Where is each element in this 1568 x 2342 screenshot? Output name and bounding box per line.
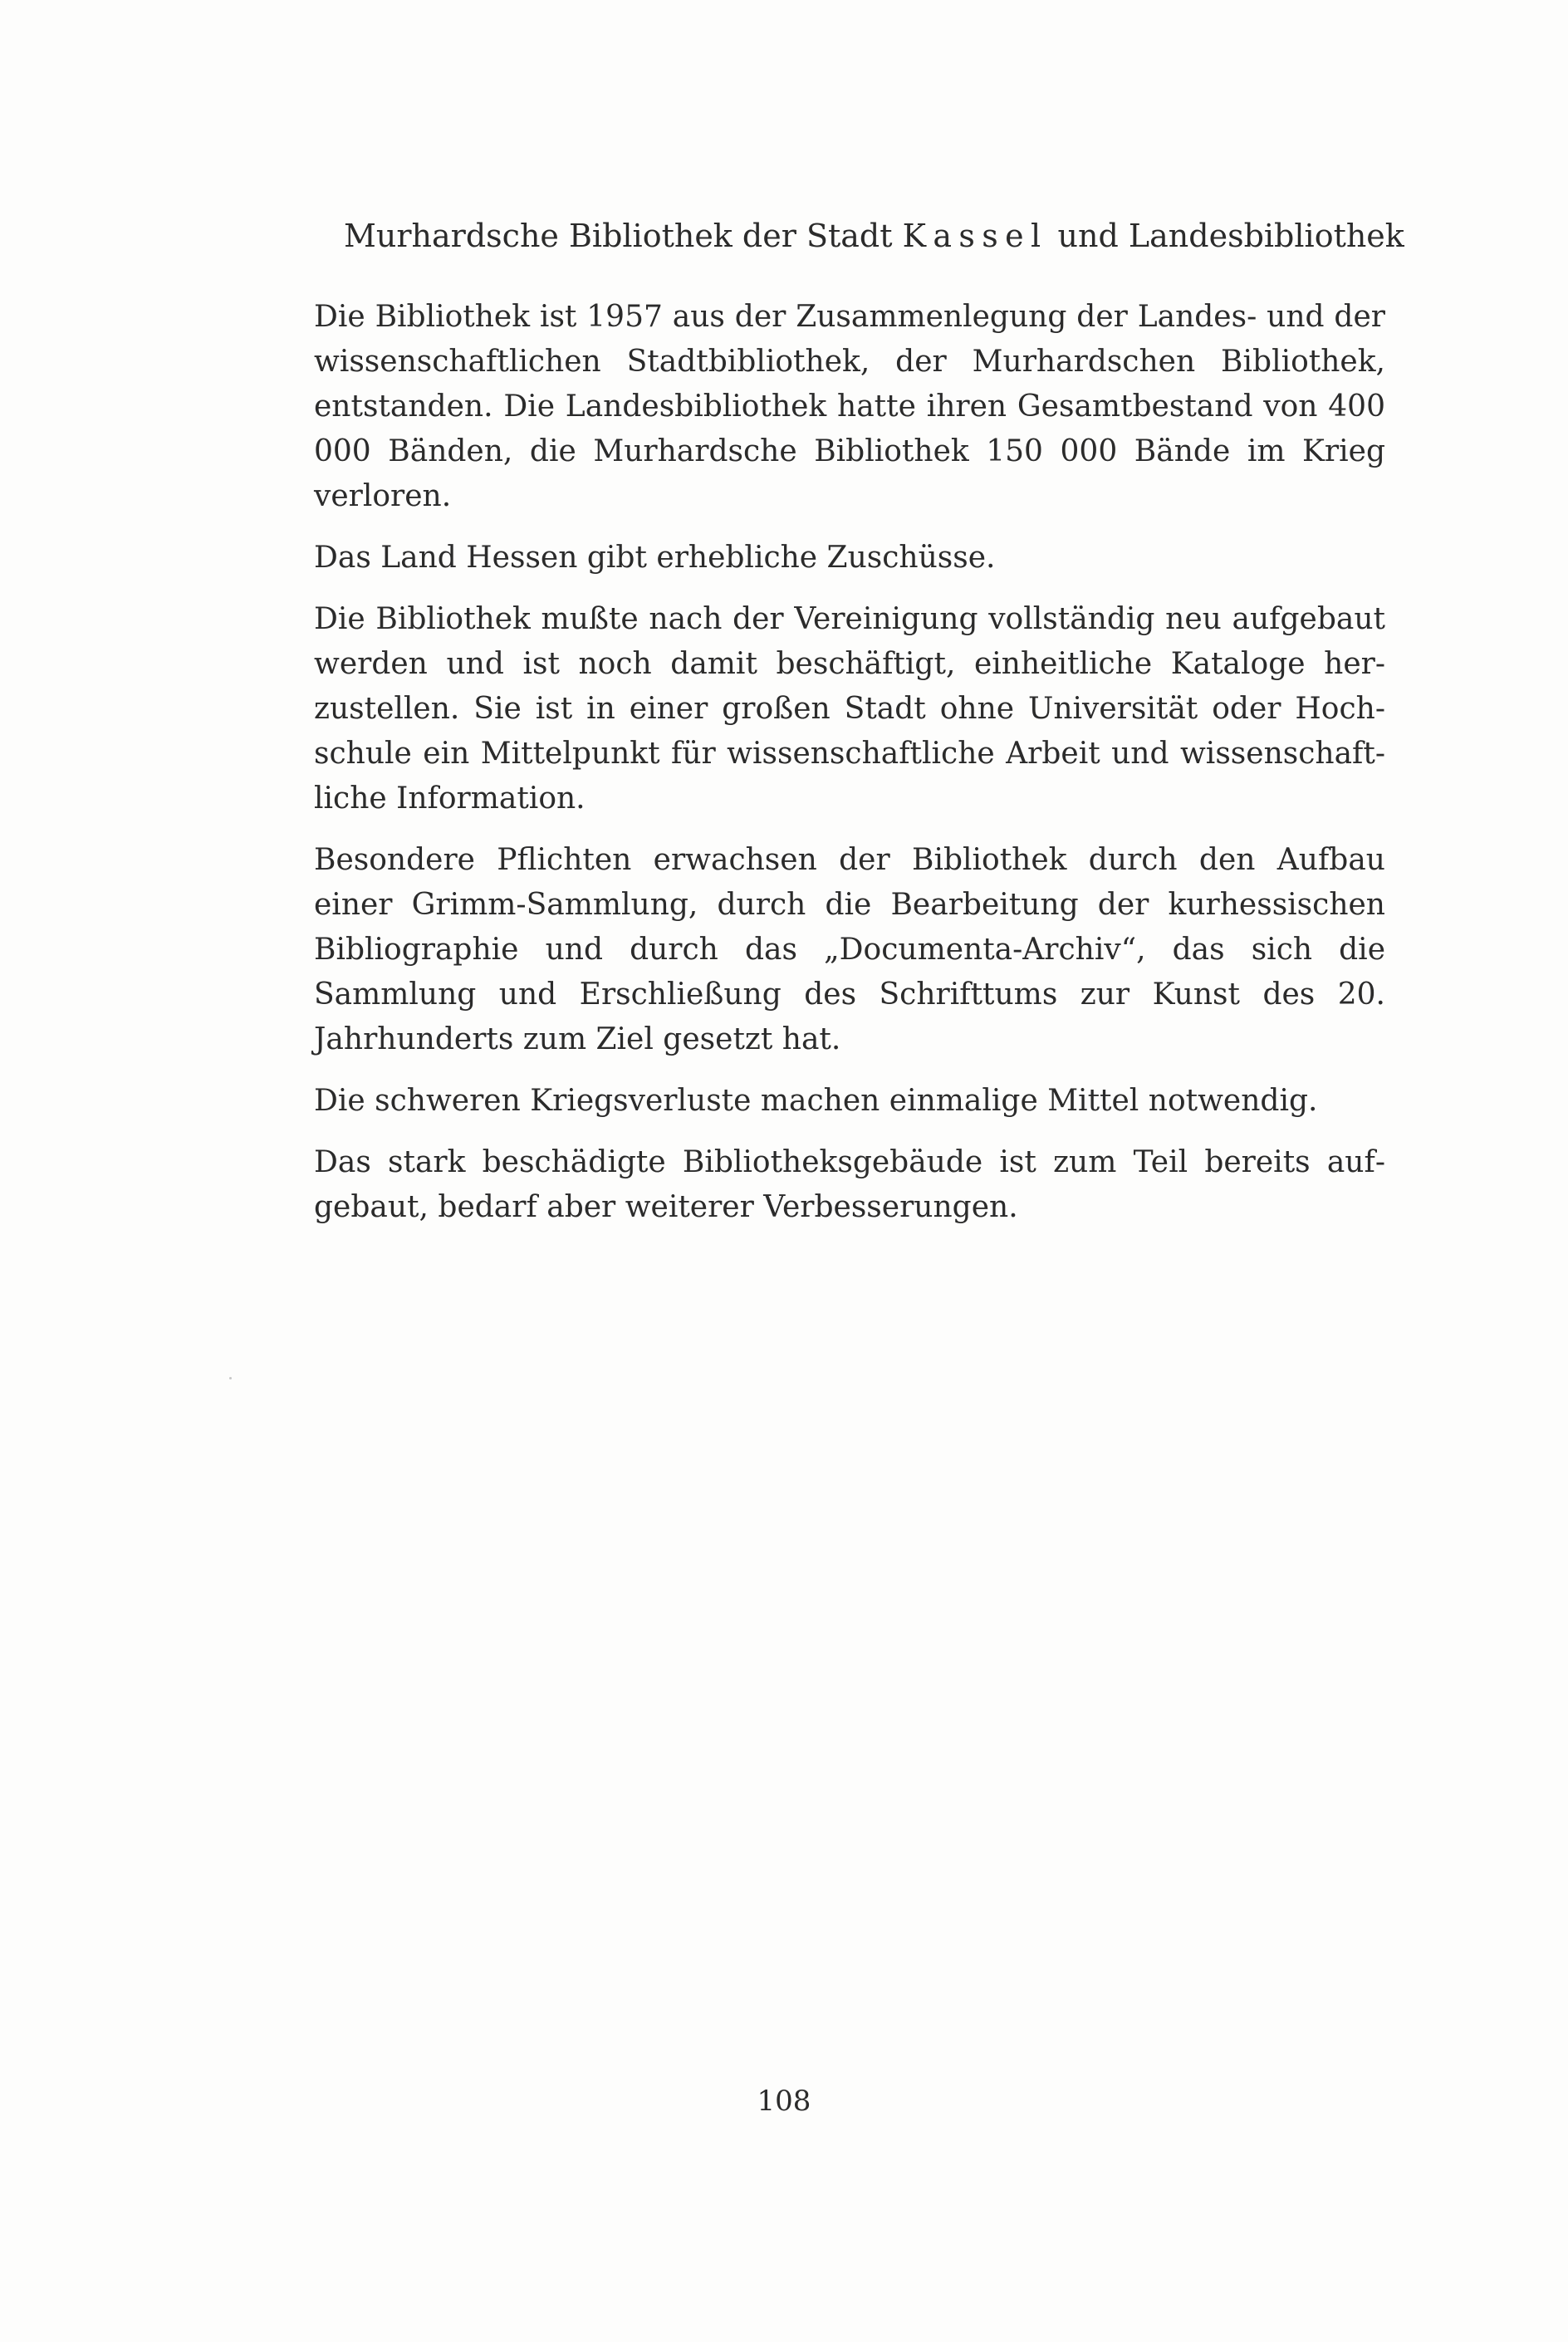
- title-part-1: Murhardsche Bibliothek der Stadt: [344, 218, 903, 254]
- paragraph-building: Das stark beschädigte Bibliotheksgebäude ist zum Teil bereits aufgebaut, bedarf aber weiterer Verbesserungen.: [314, 1145, 1385, 1224]
- paragraph-losses: Die schweren Kriegsverluste machen einmalige Mittel notwendig.: [314, 1084, 1318, 1118]
- body-text: [314, 295, 1385, 1247]
- page-number: 108: [757, 2085, 811, 2118]
- title-part-2: und Landesbibliothek: [1047, 218, 1404, 254]
- paragraph-reconstruction: Die Bibliothek mußte nach der Vereinigung vollständig neu aufgebaut werden und ist noch damit beschäftigt, einheitliche Kataloge herzustellen. Sie ist in einer großen Stadt ohne Universität oder Hochschule ein Mittelpunkt für wissenschaftliche Arbeit und wissenschaftliche Information.: [314, 602, 1385, 816]
- paragraph-duties: Besondere Pflichten erwachsen der Bibliothek durch den Aufbau einer Grimm-Sammlung, durch die Bearbeitung der kurhessischen Bibliographie und durch das „Documenta-Archiv“, das sich die Sammlung und Erschließung des Schrifttums zur Kunst des 20. Jahrhunderts zum Ziel gesetzt hat.: [314, 843, 1385, 1056]
- paragraph-funding: Das Land Hessen gibt erhebliche Zuschüsse.: [314, 541, 996, 575]
- paper-speck: [229, 1377, 232, 1379]
- paragraph-history: Die Bibliothek ist 1957 aus der Zusammenlegung der Landes- und der wissenschaftlichen Stadtbibliothek, der Murhardschen Bibliothek, entstanden. Die Landesbibliothek hatte ihren Gesamtbestand von 400 000 Bänden, die Murhardsche Bibliothek 150 000 Bände im Krieg verloren.: [314, 300, 1385, 513]
- title-city-spaced: Kassel: [902, 218, 1048, 254]
- page-title: [344, 212, 1404, 260]
